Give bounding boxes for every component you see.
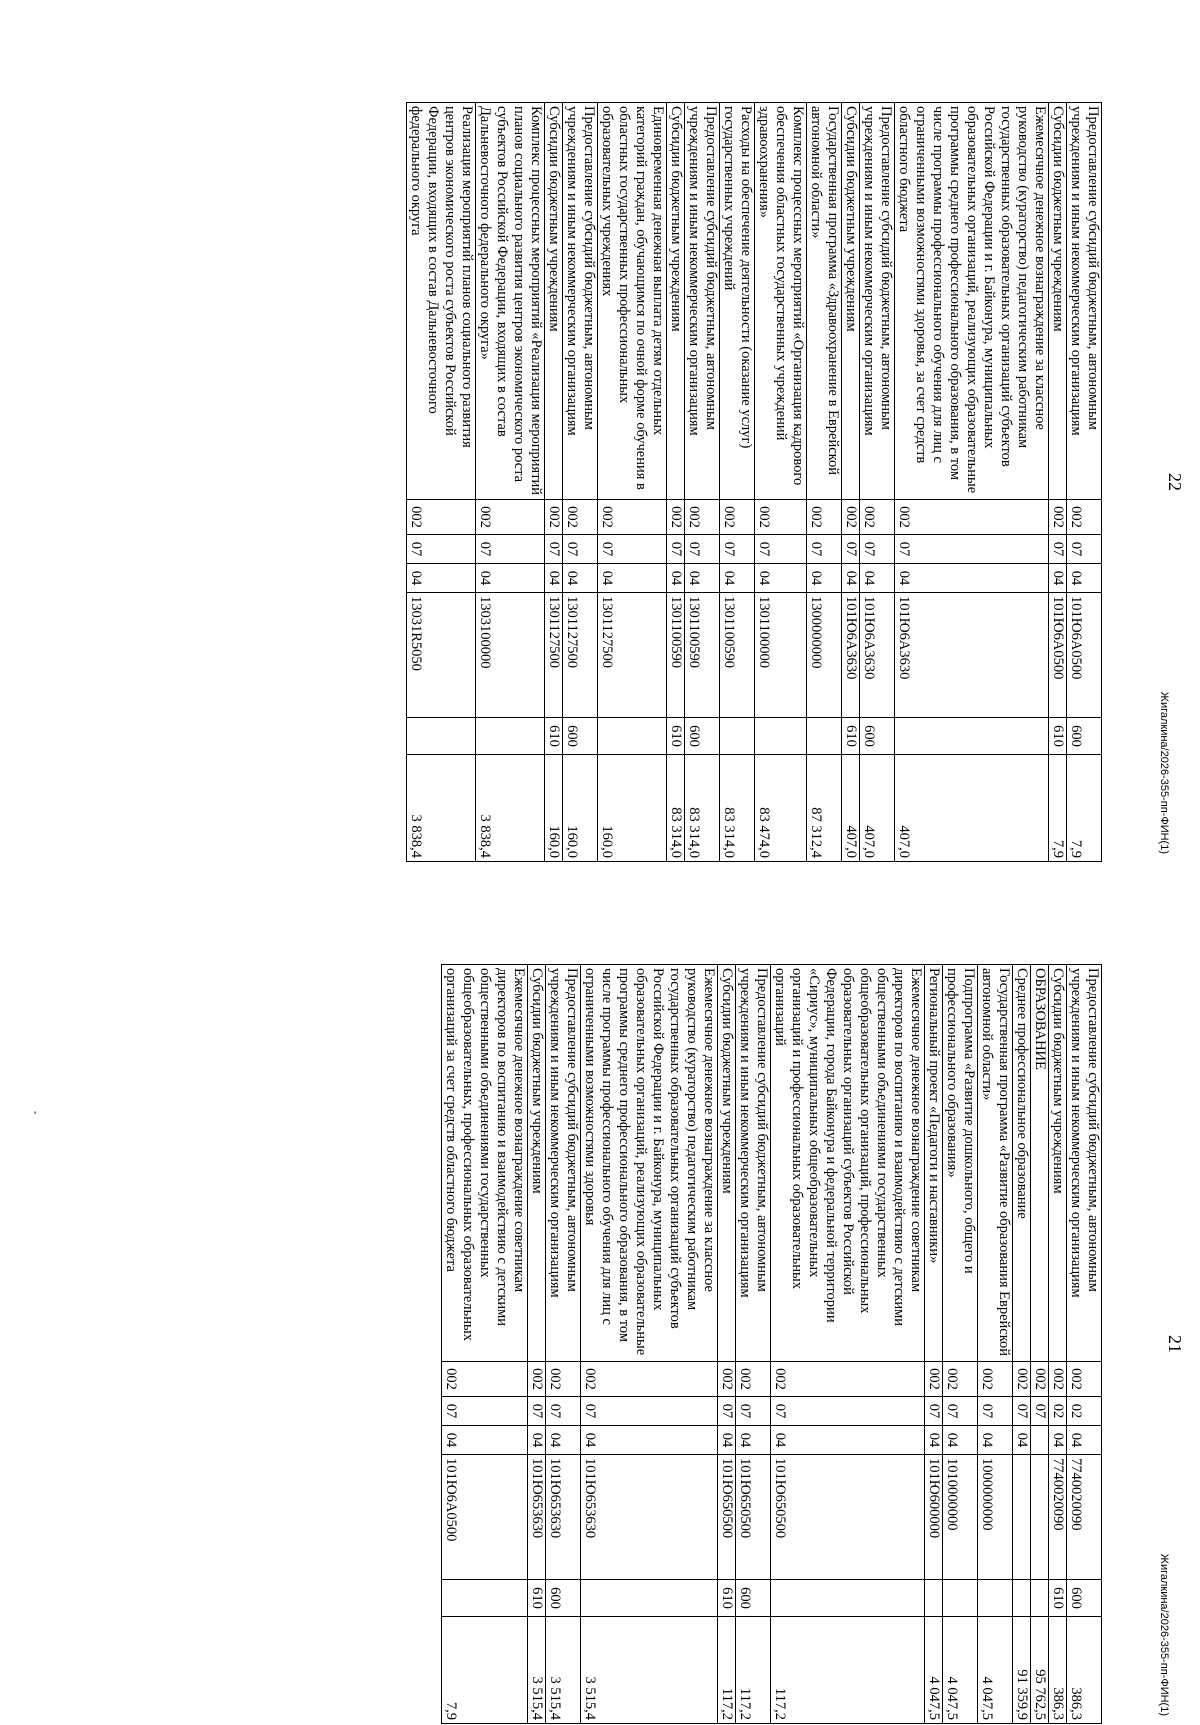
row-target-code: 101Ю653630 — [528, 1455, 546, 1580]
row-name: ОБРАЗОВАНИЕ — [1031, 965, 1049, 1362]
row-target-code: 101Ю6А0500 — [1049, 593, 1067, 718]
table-row — [1049, 103, 1067, 862]
row-subsection-code: 04 — [667, 564, 685, 593]
row-expense-type: 610 — [545, 718, 563, 755]
row-section-code: 07 — [528, 1397, 546, 1426]
page-21 — [0, 862, 1200, 1724]
table-row — [476, 103, 545, 862]
row-name: Расходы на обеспечение деятельности (оказание услуг) государственных учреждений — [720, 103, 755, 500]
row-name: Субсидии бюджетным учреждениям — [842, 103, 860, 500]
row-sum: 117,2 — [718, 1617, 736, 1724]
row-subsection-code: 04 — [720, 564, 755, 593]
row-ministry-code: 002 — [943, 1362, 978, 1397]
row-target-code: 1301127500 — [545, 593, 563, 718]
row-subsection-code: 04 — [546, 1426, 581, 1455]
row-target-code: 101Ю6А0500 — [442, 1455, 528, 1580]
row-section-code: 07 — [667, 535, 685, 564]
row-subsection-code: 04 — [978, 1426, 1013, 1455]
row-sum: 3 838,4 — [407, 755, 476, 862]
row-subsection-code: 04 — [476, 564, 545, 593]
row-target-code: 1000000000 — [978, 1455, 1013, 1580]
row-subsection-code: 04 — [581, 1426, 718, 1455]
row-name: Среднее профессиональное образование — [1013, 965, 1031, 1362]
table-row — [407, 103, 476, 862]
table-row — [736, 965, 771, 1724]
page-footer: Жигалкина/2026-355-пп-ФИН(1) — [1158, 1553, 1170, 1716]
row-subsection-code: 04 — [407, 564, 476, 593]
row-name: Субсидии бюджетным учреждениям — [545, 103, 563, 500]
row-expense-type — [925, 1580, 943, 1617]
row-expense-type — [1031, 1580, 1049, 1617]
row-ministry-code: 002 — [1049, 1362, 1067, 1397]
row-ministry-code: 002 — [807, 500, 842, 535]
row-subsection-code: 04 — [925, 1426, 943, 1455]
row-section-code: 07 — [842, 535, 860, 564]
row-sum: 117,2 — [736, 1617, 771, 1724]
row-section-code: 07 — [407, 535, 476, 564]
page-footer: Жигалкина/2026-355-пп-ФИН(1) — [1158, 691, 1170, 854]
row-expense-type — [581, 1580, 718, 1617]
stray-mark: ' — [34, 1108, 37, 1122]
row-section-code: 07 — [718, 1397, 736, 1426]
row-expense-type: 610 — [1049, 1580, 1067, 1617]
row-section-code: 07 — [1067, 535, 1102, 564]
table-row — [546, 965, 581, 1724]
row-sum: 160,0 — [598, 755, 667, 862]
row-section-code: 07 — [546, 1397, 581, 1426]
row-target-code: 1301100590 — [685, 593, 720, 718]
row-target-code: 1301100590 — [720, 593, 755, 718]
row-name: Ежемесячное денежное вознаграждение советникам директоров по воспитанию и взаимодействию с детскими общественными объединениями государственных общеобразовательных организаций, профессиональных образовательных организаций субъектов Российской Федерации, города Байконура и федеральной территории «Сириус», муниципальных общеобразовательных организаций и профессиональных образовательных организаций — [771, 965, 925, 1362]
row-ministry-code: 002 — [978, 1362, 1013, 1397]
row-subsection-code: 04 — [545, 564, 563, 593]
row-expense-type: 610 — [528, 1580, 546, 1617]
row-expense-type — [1013, 1580, 1031, 1617]
row-target-code: 101Ю6А3630 — [842, 593, 860, 718]
row-name: Субсидии бюджетным учреждениям — [528, 965, 546, 1362]
row-ministry-code: 002 — [755, 500, 807, 535]
table-row — [442, 965, 528, 1724]
row-subsection-code: 04 — [1013, 1426, 1031, 1455]
row-expense-type — [807, 718, 842, 755]
row-expense-type — [771, 1580, 925, 1617]
row-section-code: 07 — [755, 535, 807, 564]
row-ministry-code: 002 — [842, 500, 860, 535]
row-subsection-code: 04 — [563, 564, 598, 593]
row-name: Единовременная денежная выплата детям отдельных категорий граждан, обучающимся по очной форме обучения в областных государственных профессиональных образовательных учреждениях — [598, 103, 667, 500]
row-section-code: 07 — [1013, 1397, 1031, 1426]
row-expense-type — [476, 718, 545, 755]
table-row — [860, 103, 895, 862]
row-subsection-code: 04 — [528, 1426, 546, 1455]
row-expense-type — [755, 718, 807, 755]
row-expense-type — [895, 718, 1049, 755]
row-ministry-code: 002 — [476, 500, 545, 535]
row-name: Ежемесячное денежное вознаграждение советникам директоров по воспитанию и взаимодействию с детскими общественными объединениями государственных общеобразовательных, профессиональных образовательных организаций за счет средств областного бюджета — [442, 965, 528, 1362]
table-row — [545, 103, 563, 862]
row-section-code: 07 — [545, 535, 563, 564]
row-expense-type: 610 — [1049, 718, 1067, 755]
row-target-code: 1300000000 — [807, 593, 842, 718]
row-ministry-code: 002 — [667, 500, 685, 535]
row-section-code: 07 — [685, 535, 720, 564]
row-section-code: 02 — [1067, 1397, 1102, 1426]
row-section-code: 07 — [1031, 1397, 1049, 1426]
table-row — [842, 103, 860, 862]
row-name: Предоставление субсидий бюджетным, автономным учреждениям и иным некоммерческим организациям — [563, 103, 598, 500]
row-target-code: 1301100590 — [667, 593, 685, 718]
row-expense-type: 610 — [718, 1580, 736, 1617]
row-sum: 117,2 — [771, 1617, 925, 1724]
row-section-code: 07 — [925, 1397, 943, 1426]
row-sum: 3 515,4 — [546, 1617, 581, 1724]
row-expense-type — [442, 1580, 528, 1617]
row-ministry-code: 002 — [1013, 1362, 1031, 1397]
row-section-code: 07 — [598, 535, 667, 564]
table-row — [581, 965, 718, 1724]
row-expense-type — [720, 718, 755, 755]
row-section-code: 02 — [1049, 1397, 1067, 1426]
row-name: Предоставление субсидий бюджетным, автономным учреждениям и иным некоммерческим организациям — [685, 103, 720, 500]
page-22-sheet — [0, 102, 1200, 862]
row-target-code — [1013, 1455, 1031, 1580]
row-name: Ежемесячное денежное вознаграждение за классное руководство (кураторство) педагогическим работникам государственных образовательных организаций субъектов Российской Федерации и г. Байконура, муниципальных образовательных организаций, реализующих образовательные программы среднего профессионального образования, в том числе программы профессионального обучения для лиц с ограниченными возможностями здоровья, за счет средств областного бюджета — [895, 103, 1049, 500]
row-section-code: 07 — [943, 1397, 978, 1426]
row-sum: 407,0 — [842, 755, 860, 862]
row-subsection-code: 04 — [1049, 564, 1067, 593]
row-subsection-code: 04 — [685, 564, 720, 593]
table-row — [685, 103, 720, 862]
row-sum: 407,0 — [860, 755, 895, 862]
row-ministry-code: 002 — [598, 500, 667, 535]
budget-table — [406, 102, 1102, 862]
row-expense-type — [978, 1580, 1013, 1617]
row-sum: 407,0 — [895, 755, 1049, 862]
row-ministry-code: 002 — [1031, 1362, 1049, 1397]
row-name: Предоставление субсидий бюджетным, автономным учреждениям и иным некоммерческим организациям — [860, 103, 895, 500]
row-subsection-code: 04 — [807, 564, 842, 593]
row-sum: 160,0 — [563, 755, 598, 862]
page-number: 21 — [1165, 1335, 1185, 1353]
row-expense-type — [943, 1580, 978, 1617]
row-expense-type: 600 — [860, 718, 895, 755]
row-target-code: 101Ю653630 — [546, 1455, 581, 1580]
row-section-code: 07 — [563, 535, 598, 564]
table-row — [978, 965, 1013, 1724]
table-row — [598, 103, 667, 862]
row-ministry-code: 002 — [1067, 1362, 1102, 1397]
row-subsection-code: 04 — [943, 1426, 978, 1455]
row-target-code: 1301127500 — [598, 593, 667, 718]
row-ministry-code: 002 — [1067, 500, 1102, 535]
row-ministry-code: 002 — [736, 1362, 771, 1397]
row-name: Комплекс процессных мероприятий «Организация кадрового обеспечения областных государственных учреждений здравоохранения» — [755, 103, 807, 500]
row-section-code: 07 — [1049, 535, 1067, 564]
row-name: Государственная программа «Здравоохранение в Еврейской автономной области» — [807, 103, 842, 500]
row-subsection-code: 04 — [771, 1426, 925, 1455]
row-target-code: 7740020090 — [1049, 1455, 1067, 1580]
table-row — [528, 965, 546, 1724]
row-expense-type — [598, 718, 667, 755]
row-target-code: 1010000000 — [943, 1455, 978, 1580]
row-section-code: 07 — [736, 1397, 771, 1426]
row-subsection-code: 04 — [598, 564, 667, 593]
row-subsection-code: 04 — [895, 564, 1049, 593]
row-ministry-code: 002 — [581, 1362, 718, 1397]
row-sum: 83 314,0 — [667, 755, 685, 862]
row-name: Субсидии бюджетным учреждениям — [718, 965, 736, 1362]
table-row — [1049, 965, 1067, 1724]
row-expense-type: 600 — [736, 1580, 771, 1617]
row-section-code: 07 — [895, 535, 1049, 564]
row-name: Подпрограмма «Развитие дошкольного, общего и профессионального образования» — [943, 965, 978, 1362]
row-section-code: 07 — [771, 1397, 925, 1426]
row-name: Субсидии бюджетным учреждениям — [667, 103, 685, 500]
row-target-code: 101Ю600000 — [925, 1455, 943, 1580]
table-row — [718, 965, 736, 1724]
row-ministry-code: 002 — [895, 500, 1049, 535]
row-target-code: 7740020090 — [1067, 1455, 1102, 1580]
page-22 — [0, 0, 1200, 862]
row-name: Ежемесячное денежное вознаграждение за классное руководство (кураторство) педагогическим работникам государственных образовательных организаций субъектов Российской Федерации и г. Байконура, муниципальных образовательных организаций, реализующих образовательные программы среднего профессионального образования, в том числе программы профессионального обучения для лиц с ограниченными возможностями здоровья — [581, 965, 718, 1362]
row-sum: 386,3 — [1067, 1617, 1102, 1724]
row-name: Предоставление субсидий бюджетным, автономным учреждениям и иным некоммерческим организациям — [1067, 965, 1102, 1362]
budget-table — [441, 964, 1102, 1724]
table-row — [1067, 103, 1102, 862]
row-sum: 3 515,4 — [528, 1617, 546, 1724]
row-name: Региональный проект «Педагоги и наставники» — [925, 965, 943, 1362]
table-row — [925, 965, 943, 1724]
row-expense-type: 600 — [546, 1580, 581, 1617]
row-name: Субсидии бюджетным учреждениям — [1049, 103, 1067, 500]
row-expense-type: 600 — [563, 718, 598, 755]
row-name: Государственная программа «Развитие образования Еврейской автономной области» — [978, 965, 1013, 1362]
row-sum: 4 047,5 — [978, 1617, 1013, 1724]
table-row — [755, 103, 807, 862]
table-row — [895, 103, 1049, 862]
row-sum: 91 359,9 — [1013, 1617, 1031, 1724]
row-ministry-code: 002 — [718, 1362, 736, 1397]
row-section-code: 07 — [581, 1397, 718, 1426]
table-row — [1067, 965, 1102, 1724]
table-row — [807, 103, 842, 862]
row-name: Комплекс процессных мероприятий «Реализация мероприятий планов социального развития центров экономического роста субъектов Российской Федерации, входящих в состав Дальневосточного федерального округа» — [476, 103, 545, 500]
row-name: Субсидии бюджетным учреждениям — [1049, 965, 1067, 1362]
row-target-code: 101Ю653630 — [581, 1455, 718, 1580]
row-sum: 83 474,0 — [755, 755, 807, 862]
row-sum: 160,0 — [545, 755, 563, 862]
row-sum: 7,9 — [1067, 755, 1102, 862]
row-ministry-code: 002 — [563, 500, 598, 535]
row-target-code: 101Ю650500 — [771, 1455, 925, 1580]
row-sum: 83 314,0 — [720, 755, 755, 862]
row-subsection-code: 04 — [755, 564, 807, 593]
row-ministry-code: 002 — [925, 1362, 943, 1397]
row-ministry-code: 002 — [860, 500, 895, 535]
row-ministry-code: 002 — [685, 500, 720, 535]
row-sum: 3 515,4 — [581, 1617, 718, 1724]
row-target-code — [1031, 1455, 1049, 1580]
row-target-code: 13031R5050 — [407, 593, 476, 718]
table-row — [1031, 965, 1049, 1724]
row-ministry-code: 002 — [545, 500, 563, 535]
row-ministry-code: 002 — [407, 500, 476, 535]
row-sum: 4 047,5 — [943, 1617, 978, 1724]
row-target-code: 1303100000 — [476, 593, 545, 718]
row-ministry-code: 002 — [771, 1362, 925, 1397]
row-ministry-code: 002 — [720, 500, 755, 535]
row-name: Предоставление субсидий бюджетным, автономным учреждениям и иным некоммерческим организациям — [546, 965, 581, 1362]
row-ministry-code: 002 — [528, 1362, 546, 1397]
row-section-code: 07 — [860, 535, 895, 564]
row-expense-type: 600 — [1067, 718, 1102, 755]
row-section-code: 07 — [442, 1397, 528, 1426]
row-subsection-code: 04 — [842, 564, 860, 593]
page-21-sheet — [0, 964, 1200, 1724]
row-sum: 7,9 — [442, 1617, 528, 1724]
row-sum: 386,3 — [1049, 1617, 1067, 1724]
row-target-code: 101Ю6А3630 — [895, 593, 1049, 718]
row-subsection-code: 04 — [860, 564, 895, 593]
table-row — [771, 965, 925, 1724]
page-number: 22 — [1165, 473, 1185, 491]
row-target-code: 101Ю650500 — [736, 1455, 771, 1580]
row-sum: 3 838,4 — [476, 755, 545, 862]
row-subsection-code: 04 — [1049, 1426, 1067, 1455]
row-expense-type: 610 — [667, 718, 685, 755]
row-sum: 4 047,5 — [925, 1617, 943, 1724]
row-target-code: 101Ю6А3630 — [860, 593, 895, 718]
row-section-code: 07 — [720, 535, 755, 564]
row-subsection-code: 04 — [1067, 1426, 1102, 1455]
row-target-code: 101Ю650500 — [718, 1455, 736, 1580]
row-sum: 95 762,5 — [1031, 1617, 1049, 1724]
row-ministry-code: 002 — [442, 1362, 528, 1397]
row-section-code: 07 — [807, 535, 842, 564]
row-target-code: 1301100000 — [755, 593, 807, 718]
row-subsection-code: 04 — [718, 1426, 736, 1455]
row-sum: 7,9 — [1049, 755, 1067, 862]
row-expense-type: 600 — [685, 718, 720, 755]
row-ministry-code: 002 — [1049, 500, 1067, 535]
table-row — [720, 103, 755, 862]
row-ministry-code: 002 — [546, 1362, 581, 1397]
row-subsection-code: 04 — [442, 1426, 528, 1455]
row-section-code: 07 — [978, 1397, 1013, 1426]
row-name: Предоставление субсидий бюджетным, автономным учреждениям и иным некоммерческим организациям — [1067, 103, 1102, 500]
table-row — [563, 103, 598, 862]
row-subsection-code — [1031, 1426, 1049, 1455]
table-row — [943, 965, 978, 1724]
row-name: Предоставление субсидий бюджетным, автономным учреждениям и иным некоммерческим организациям — [736, 965, 771, 1362]
row-subsection-code: 04 — [1067, 564, 1102, 593]
row-subsection-code: 04 — [736, 1426, 771, 1455]
row-section-code: 07 — [476, 535, 545, 564]
row-name: Реализация мероприятий планов социального развития центров экономического роста субъектов Российской Федерации, входящих в состав Дальневосточного федерального округа — [407, 103, 476, 500]
row-target-code: 1301127500 — [563, 593, 598, 718]
table-row — [1013, 965, 1031, 1724]
row-expense-type: 610 — [842, 718, 860, 755]
table-row — [667, 103, 685, 862]
row-sum: 87 312,4 — [807, 755, 842, 862]
row-sum: 83 314,0 — [685, 755, 720, 862]
row-expense-type: 600 — [1067, 1580, 1102, 1617]
row-expense-type — [407, 718, 476, 755]
row-target-code: 101Ю6А0500 — [1067, 593, 1102, 718]
